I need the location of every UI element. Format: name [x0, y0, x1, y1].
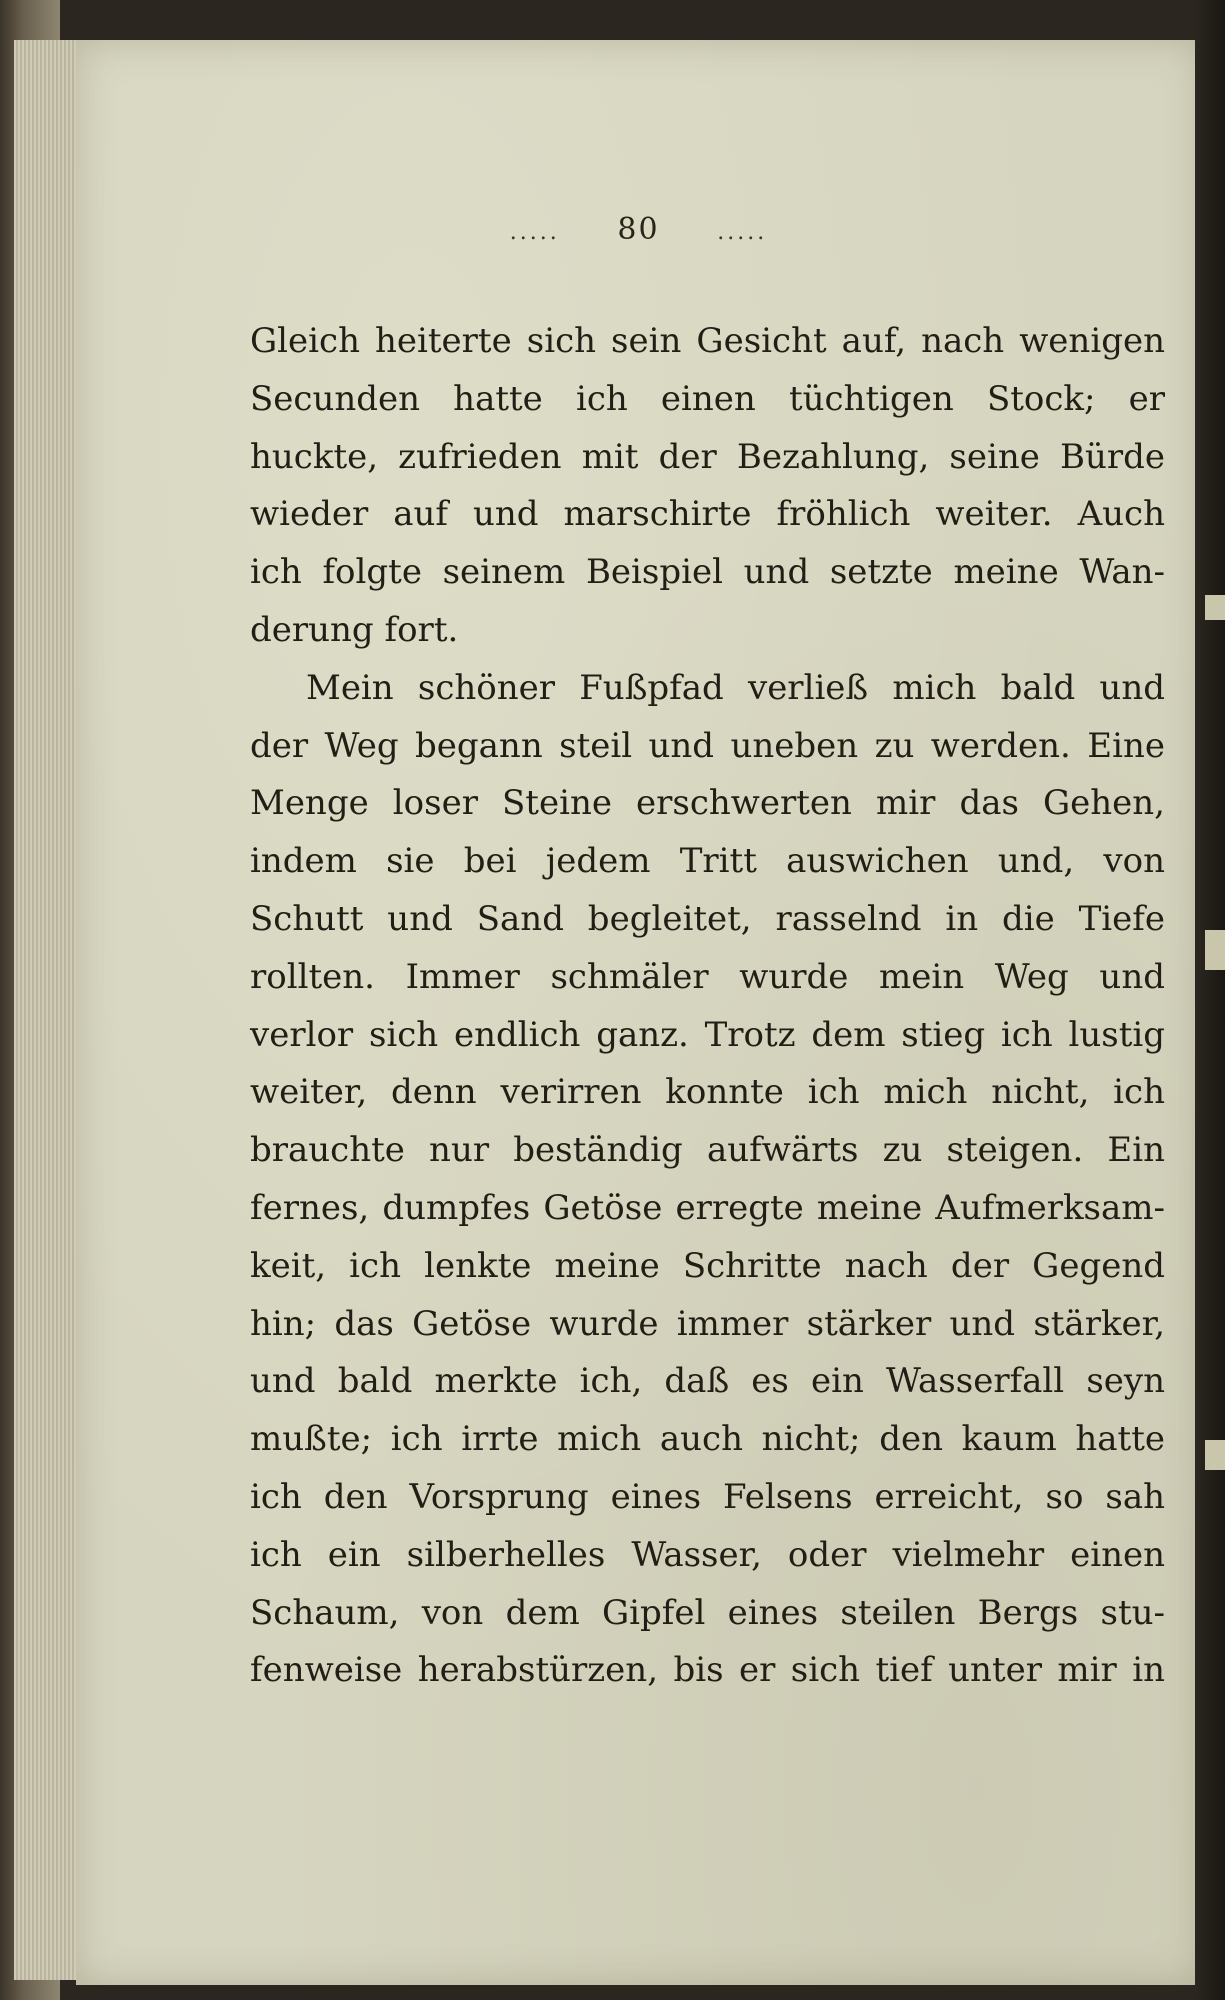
text-line: verlor sich endlich ganz. Trotz dem stieg ich lustig: [250, 1014, 1165, 1055]
text-line: huckte, zufrieden mit der Bezahlung, seine Bürde: [250, 436, 1165, 477]
page-marker-tab: [1205, 595, 1225, 620]
text-line: wieder auf und marschirte fröhlich weiter. Auch: [250, 494, 1165, 535]
text-line: hin; das Getöse wurde immer stärker und stärker,: [250, 1303, 1165, 1344]
paragraph-2: [250, 660, 1165, 1700]
text-line: fenweise herabstürzen, bis er sich tief unter mir in: [250, 1650, 1165, 1691]
text-line: Secunden hatte ich einen tüchtigen Stock; er: [250, 378, 1165, 419]
book-page: [76, 40, 1201, 1985]
text-line: Gleich heiterte sich sein Gesicht auf, nach wenigen: [250, 321, 1165, 361]
text-line: Schaum, von dem Gipfel eines steilen Bergs stu-: [250, 1592, 1165, 1633]
page-number: 80: [617, 212, 660, 247]
text-line: fernes, dumpfes Getöse erregte meine Aufmerksam-: [250, 1187, 1165, 1228]
text-line: ich folgte seinem Beispiel und setzte meine Wan-: [250, 552, 1165, 593]
paragraph-1: [250, 313, 1165, 660]
header-dots-right: .....: [717, 220, 768, 245]
page-stack-edges: [14, 40, 78, 1980]
page-marker-tab: [1205, 930, 1225, 970]
header-dots-left: .....: [509, 220, 560, 245]
text-line: Schutt und Sand begleitet, rasselnd in die Tiefe: [250, 898, 1165, 939]
text-line: ich den Vorsprung eines Felsens erreicht, so sah: [250, 1476, 1165, 1517]
text-line: und bald merkte ich, daß es ein Wasserfall seyn: [250, 1361, 1165, 1402]
text-line: weiter, denn verirren konnte ich mich nicht, ich: [250, 1072, 1165, 1113]
text-line: Menge loser Steine erschwerten mir das Gehen,: [250, 783, 1165, 824]
text-line: indem sie bei jedem Tritt auswichen und, von: [250, 841, 1165, 882]
body-text: [250, 313, 1165, 1700]
text-line: rollten. Immer schmäler wurde mein Weg und: [250, 956, 1165, 997]
page-marker-tab: [1205, 1440, 1225, 1470]
text-line: keit, ich lenkte meine Schritte nach der Gegend: [250, 1245, 1165, 1286]
text-line: ich ein silberhelles Wasser, oder vielmehr einen: [250, 1534, 1165, 1575]
text-line: mußte; ich irrte mich auch nicht; den kaum hatte: [250, 1419, 1165, 1460]
text-line: derung fort.: [250, 609, 459, 650]
text-line: der Weg begann steil und uneben zu werden. Eine: [250, 725, 1165, 766]
right-margin-shadow: [1195, 0, 1225, 2000]
text-line: Mein schöner Fußpfad verließ mich bald und: [306, 667, 1165, 708]
page-header: [76, 212, 1201, 247]
text-line: brauchte nur beständig aufwärts zu steigen. Ein: [250, 1130, 1165, 1171]
